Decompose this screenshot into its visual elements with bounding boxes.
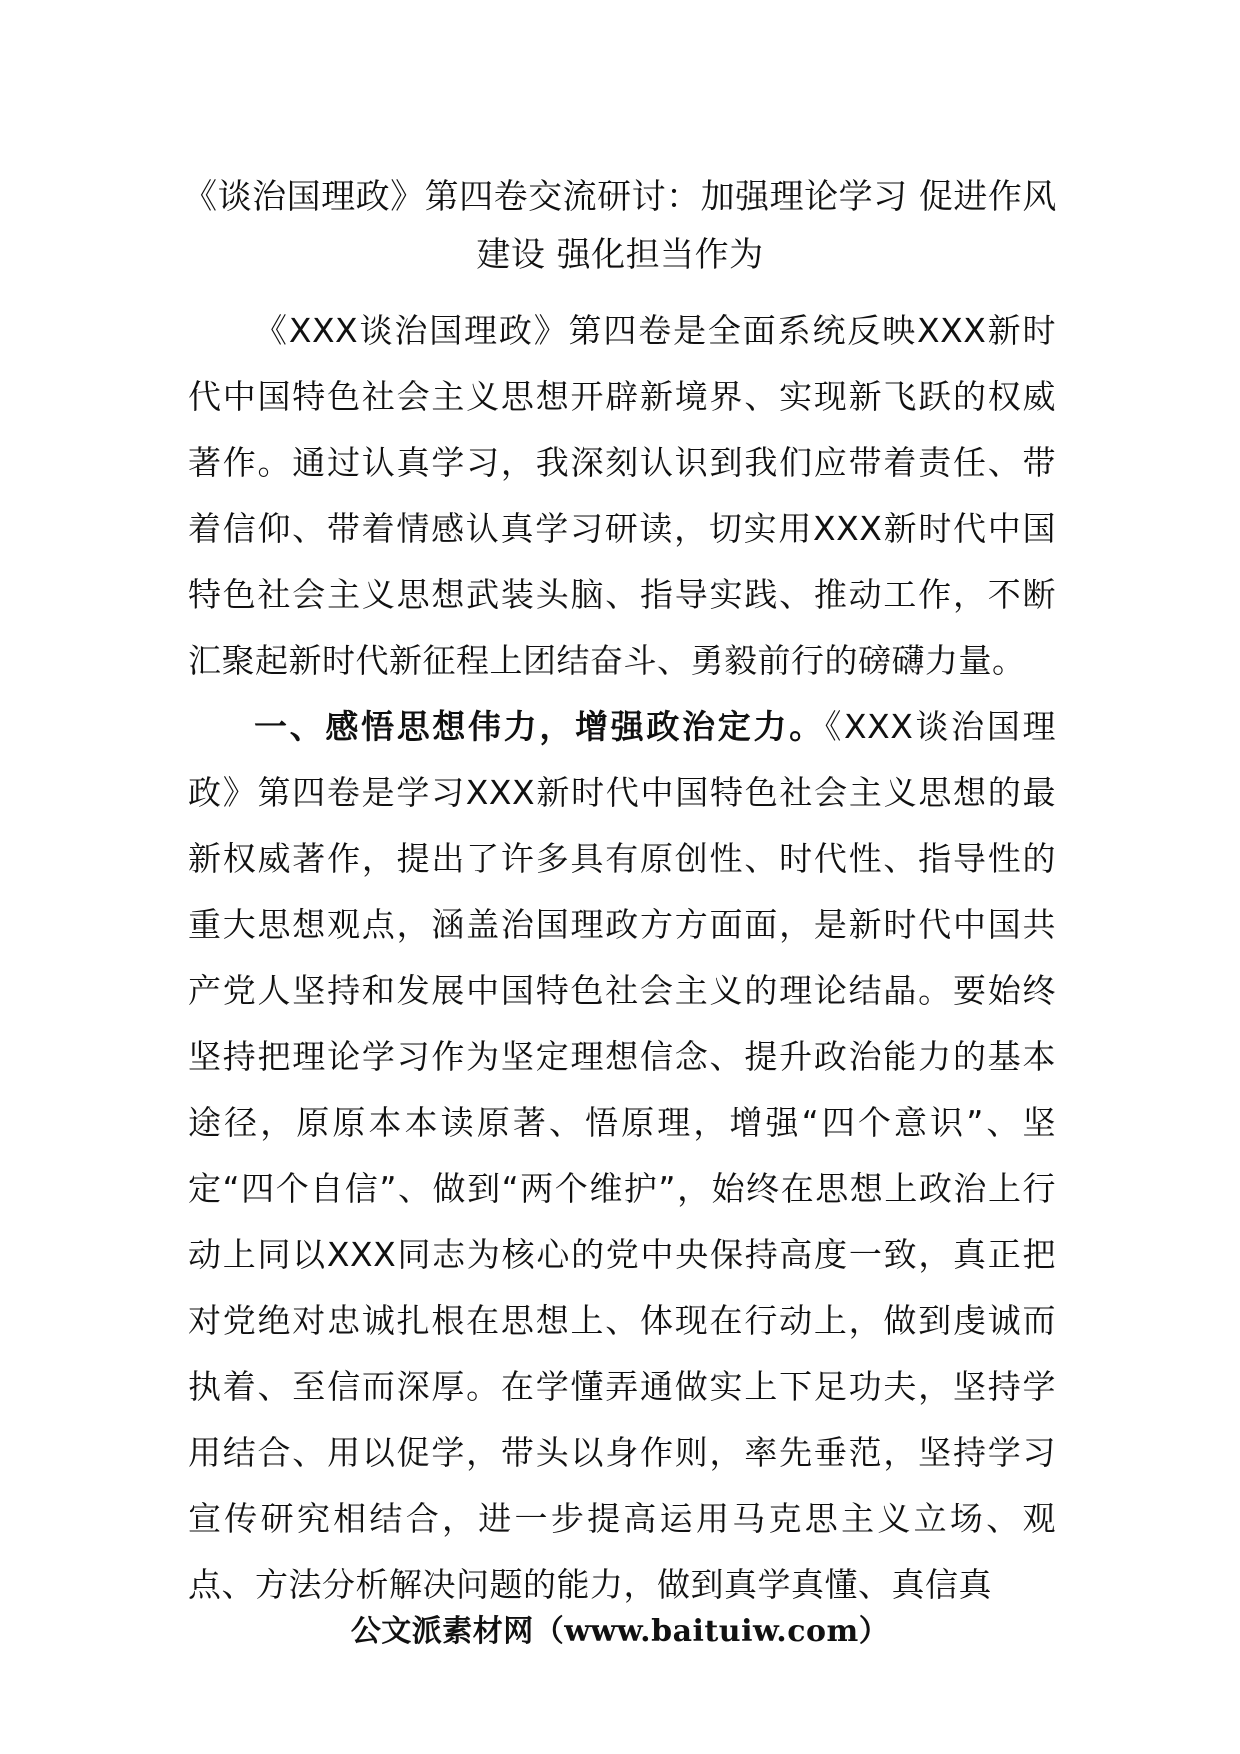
section-1-heading: 一、感悟思想伟力，增强政治定力。 bbox=[254, 707, 825, 746]
title-line-2: 建设 强化担当作为 bbox=[476, 235, 764, 275]
section-1-body: 《XXX谈治国理政》第四卷是学习XXX新时代中国特色社会主义思想的最新权威著作，提出了许多具有原创性、时代性、指导性的重大思想观点，涵盖治国理政方方面面，是新时代中国共产党人坚持和发展中国特色社会主义的理论结晶。要始终坚持把理论学习作为坚定理想信念、提升政治能力的基本途径，原原本本读原著、悟原理，增强“四个意识”、坚定“四个自信”、做到“两个维护”，始终在思想上政治上行动上同以XXX同志为核心的党中央保持高度一致，真正把对党绝对忠诚扎根在思想上、体现在行动上，做到虔诚而执着、至信而深厚。在学懂弄通做实上下足功夫，坚持学用结合、用以促学，带头以身作则，率先垂范，坚持学习宣传研究相结合，进一步提高运用马克思主义立场、观点、方法分析解决问题的能力，做到真学真懂、真信真 bbox=[188, 707, 1057, 1604]
document-body bbox=[188, 298, 1056, 1618]
paragraph-section-1 bbox=[188, 694, 1056, 1618]
paragraph-intro: 《XXX谈治国理政》第四卷是全面系统反映XXX新时代中国特色社会主义思想开辟新境界、实现新飞跃的权威著作。通过认真学习，我深刻认识到我们应带着责任、带着信仰、带着情感认真学习研读，切实用XXX新时代中国特色社会主义思想武装头脑、指导实践、推动工作，不断汇聚起新时代新征程上团结奋斗、勇毅前行的磅礴力量。 bbox=[188, 311, 1056, 680]
title-line-1: 《谈治国理政》第四卷交流研讨：加强理论学习 促进作风 bbox=[183, 177, 1057, 217]
footer-watermark: 公文派素材网（www.baituiw.com） bbox=[350, 1614, 890, 1649]
document-title bbox=[160, 168, 1080, 284]
